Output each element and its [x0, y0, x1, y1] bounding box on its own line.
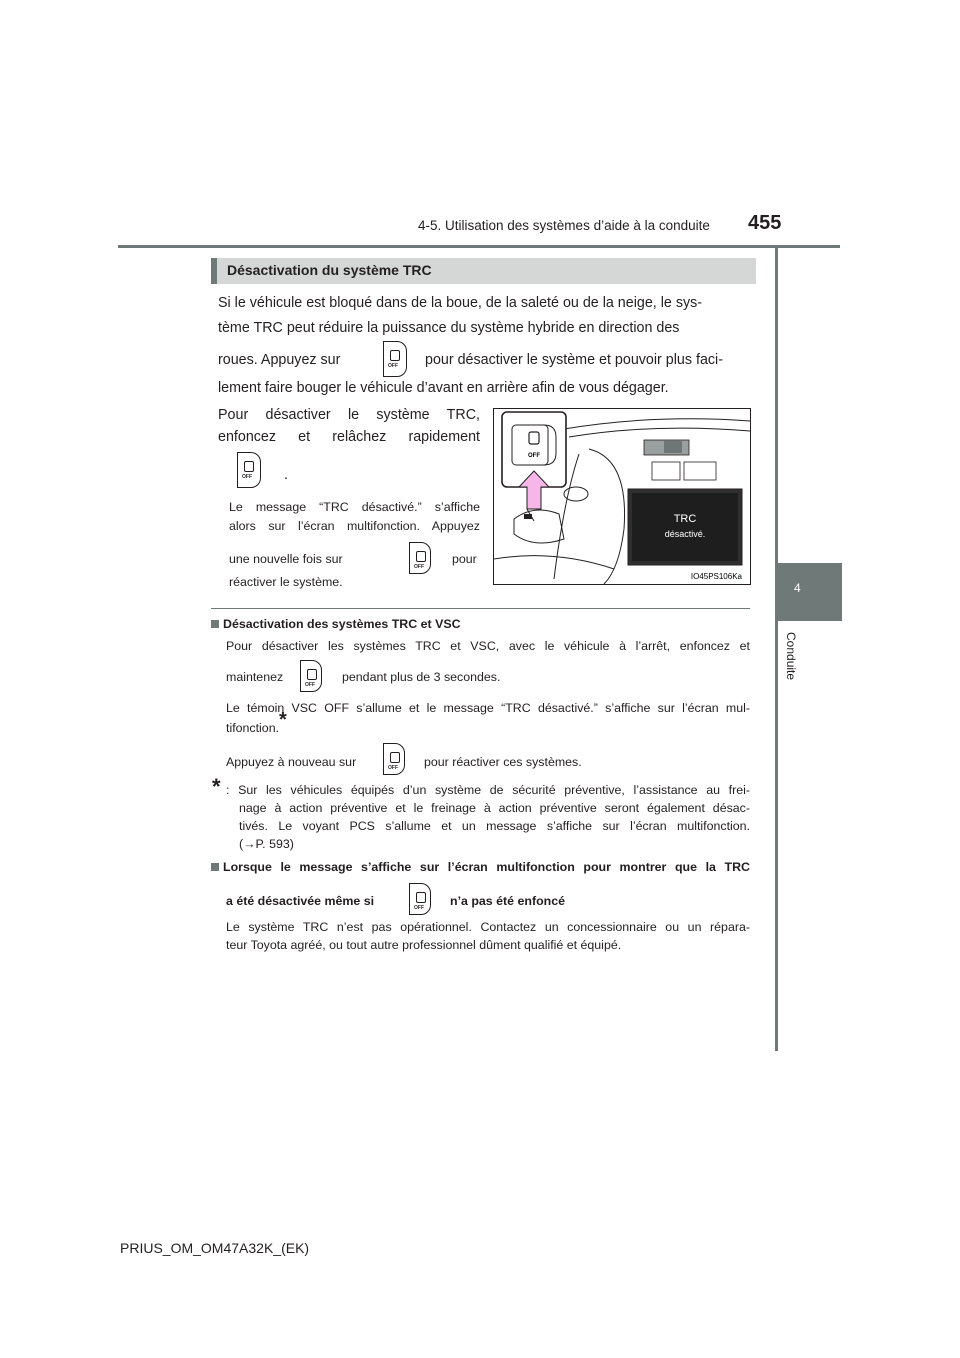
screen-desactive-text: désactivé. [664, 529, 706, 539]
footer-code: PRIUS_OM_OM47A32K_(EK) [120, 1240, 310, 1256]
header-rule [118, 245, 840, 248]
section-heading-text: Désactivation du système TRC [227, 262, 432, 278]
sub1-line5a: Appuyez à nouveau sur [226, 755, 357, 769]
dashboard-drawing [494, 409, 750, 584]
para1-line2: tème TRC peut réduire la puissance du système hybride en direction des [218, 320, 680, 336]
para1-line3a: roues. Appuyez sur [218, 352, 341, 368]
trc-off-button-icon: OFF [409, 542, 431, 574]
foot-line2: nage à action préventive et le freinage à action préventive seront également désac- [239, 801, 750, 815]
chapter-tab [775, 563, 842, 621]
section-heading [211, 258, 756, 284]
para2-line2: enfoncez et relâchez rapidement [218, 429, 480, 445]
sub2-line1: Le système TRC n’est pas opérationnel. Contactez un concessionnaire ou un répara- [226, 920, 750, 934]
header-section-title: 4-5. Utilisation des systèmes d’aide à la conduite [418, 218, 710, 233]
sub1-heading-text: Désactivation des systèmes TRC et VSC [223, 617, 461, 631]
trc-off-button-icon: OFF [237, 452, 261, 488]
trc-off-button-icon: OFF [383, 743, 405, 775]
sub1-heading [211, 614, 461, 634]
chapter-label: Conduite [784, 632, 798, 681]
screen-trc-text: TRC [673, 513, 697, 525]
para1-line3b: pour désactiver le système et pouvoir plus faci- [425, 352, 723, 368]
sub2-line2: teur Toyota agréé, ou tout autre professionnel dûment qualifié et équipé. [226, 938, 622, 952]
note-line4: réactiver le système. [229, 575, 343, 589]
footnote-mark: * [212, 774, 221, 799]
bullet-icon [211, 863, 219, 871]
chapter-number: 4 [794, 581, 801, 595]
sub1-line4: tifonction.* [226, 709, 287, 735]
dashboard-illustration [493, 408, 751, 585]
note-line3b: pour [452, 552, 477, 566]
para1-line1: Si le véhicule est bloqué dans de la boue, de la saleté ou de la neige, le sys- [218, 295, 703, 311]
sub2-heading-text: Lorsque le message s’affiche sur l’écran multifonction pour montrer que la TRC [223, 860, 750, 874]
sub1-line3: Le témoin VSC OFF s’allume et le message “TRC désactivé.” s’affiche sur l’écran mul- [226, 701, 750, 715]
foot-line3: tivés. Le voyant PCS s’allume et un message s’affiche sur l’écran multifonction. [239, 819, 750, 833]
sub1-line2a: maintenez [226, 670, 284, 684]
illus-off-label: OFF [528, 453, 540, 459]
note-line1: Le message “TRC désactivé.” s’affiche [229, 500, 480, 514]
page-number: 455 [748, 212, 782, 234]
bullet-icon [211, 620, 219, 628]
para2-period: . [284, 467, 288, 483]
trc-off-button-icon: OFF [383, 341, 407, 377]
note-line2: alors sur l’écran multifonction. Appuyez [229, 519, 480, 533]
sub1-line1: Pour désactiver les systèmes TRC et VSC, avec le véhicule à l’arrêt, enfoncez et [226, 639, 750, 653]
trc-off-button-icon: OFF [409, 883, 431, 915]
trc-off-button-icon: OFF [300, 660, 322, 692]
foot-line1: : Sur les véhicules équipés d’un système de sécurité préventive, l’assistance au frei- [226, 783, 750, 797]
sub2-heading-line1 [211, 857, 750, 877]
foot-line4: (→P. 593) [239, 837, 294, 851]
para2-line1: Pour désactiver le système TRC, [218, 407, 480, 423]
sub2-heading-line2a: a été désactivée même si [226, 894, 375, 908]
note-line3a: une nouvelle fois sur [229, 552, 343, 566]
para1-line4: lement faire bouger le véhicule d’avant en arrière afin de vous dégager. [218, 380, 669, 396]
illus-code: IO45PS106Ka [690, 572, 742, 581]
side-rule-top [775, 248, 778, 563]
sub1-line2b: pendant plus de 3 secondes. [342, 670, 501, 684]
sub1-line5b: pour réactiver ces systèmes. [424, 755, 582, 769]
side-rule-bottom [775, 621, 778, 1051]
separator [211, 608, 750, 609]
sub2-heading-line2b: n’a pas été enfoncé [450, 894, 565, 908]
